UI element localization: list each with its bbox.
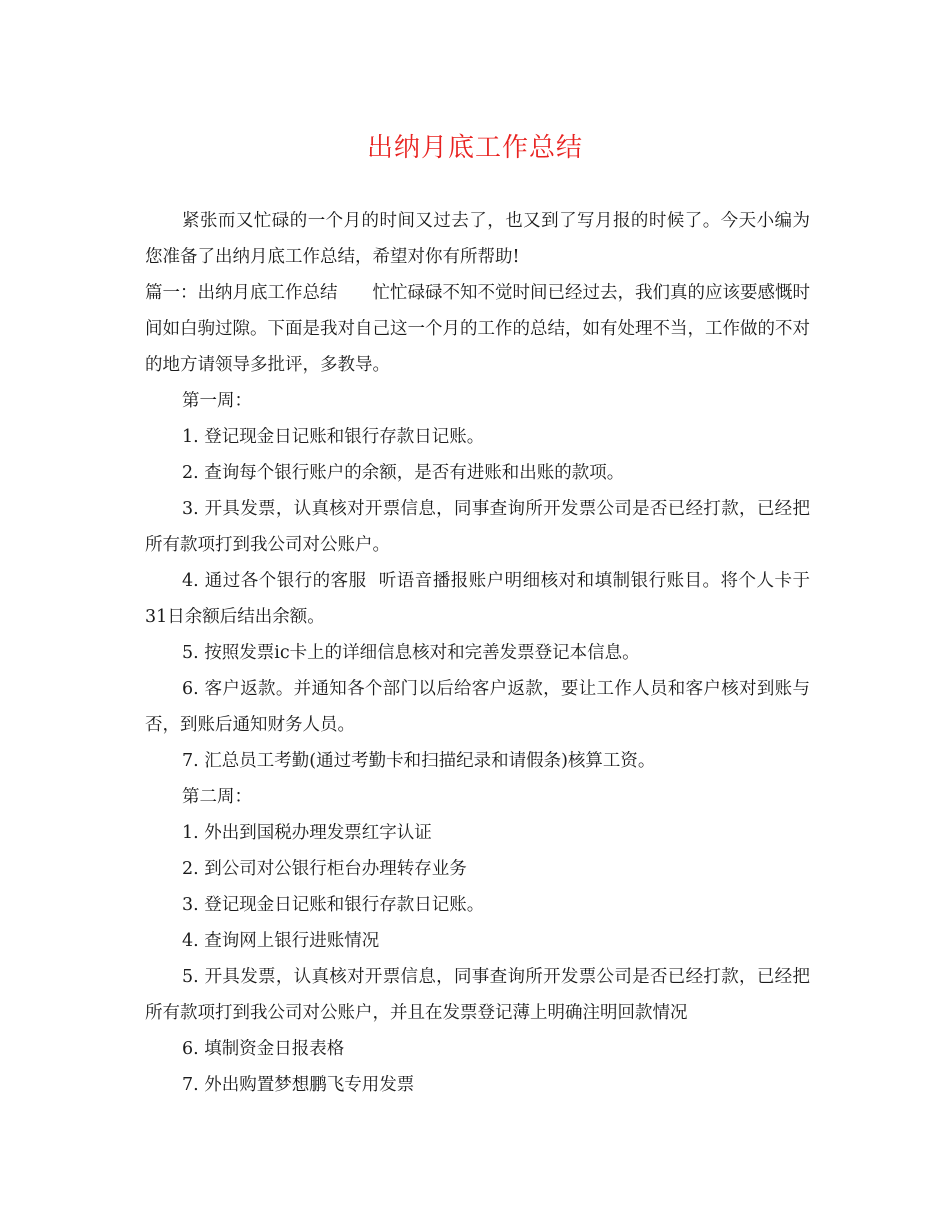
document-title: 出纳月底工作总结 [366, 133, 583, 163]
document-body [145, 203, 810, 1103]
week2-item: 6. 填制资金日报表格 [182, 1039, 345, 1059]
week2-item: 3. 登记现金日记账和银行存款日记账。 [182, 895, 485, 915]
week1-item: 5. 按照发票ic卡上的详细信息核对和完善发票登记本信息。 [182, 643, 640, 663]
week1-item: 4. 通过各个银行的客服 听语音播报账户明细核对和填制银行账目。将个人卡于31日余额后结出余额。 [145, 571, 810, 627]
week1-item: 3. 开具发票，认真核对开票信息，同事查询所开发票公司是否已经打款，已经把所有款项打到我公司对公账户。 [145, 499, 810, 555]
week2-item: 2. 到公司对公银行柜台办理转存业务 [182, 859, 467, 879]
week2-item: 7. 外出购置梦想鹏飞专用发票 [182, 1075, 415, 1095]
week2-item: 1. 外出到国税办理发票红字认证 [182, 823, 432, 843]
week1-item: 2. 查询每个银行账户的余额，是否有进账和出账的款项。 [182, 463, 625, 483]
week2-item: 4. 查询网上银行进账情况 [182, 931, 380, 951]
week1-heading: 第一周： [182, 391, 252, 411]
part1-paragraph: 篇一：出纳月底工作总结 忙忙碌碌不知不觉时间已经过去，我们真的应该要感慨时间如白驹过隙。下面是我对自己这一个月的工作的总结，如有处理不当，工作做的不对的地方请领导多批评，多教导。 [145, 283, 810, 375]
intro-paragraph: 紧张而又忙碌的一个月的时间又过去了，也又到了写月报的时候了。今天小编为您准备了出纳月底工作总结，希望对你有所帮助! [145, 211, 810, 267]
week2-item: 5. 开具发票，认真核对开票信息，同事查询所开发票公司是否已经打款，已经把所有款项打到我公司对公账户，并且在发票登记薄上明确注明回款情况 [145, 967, 810, 1023]
week2-heading: 第二周： [182, 787, 252, 807]
week1-item: 6. 客户返款。并通知各个部门以后给客户返款，要让工作人员和客户核对到账与否，到账后通知财务人员。 [145, 679, 810, 735]
week1-item: 1. 登记现金日记账和银行存款日记账。 [182, 427, 485, 447]
week1-item: 7. 汇总员工考勤(通过考勤卡和扫描纪录和请假条)核算工资。 [182, 751, 656, 771]
